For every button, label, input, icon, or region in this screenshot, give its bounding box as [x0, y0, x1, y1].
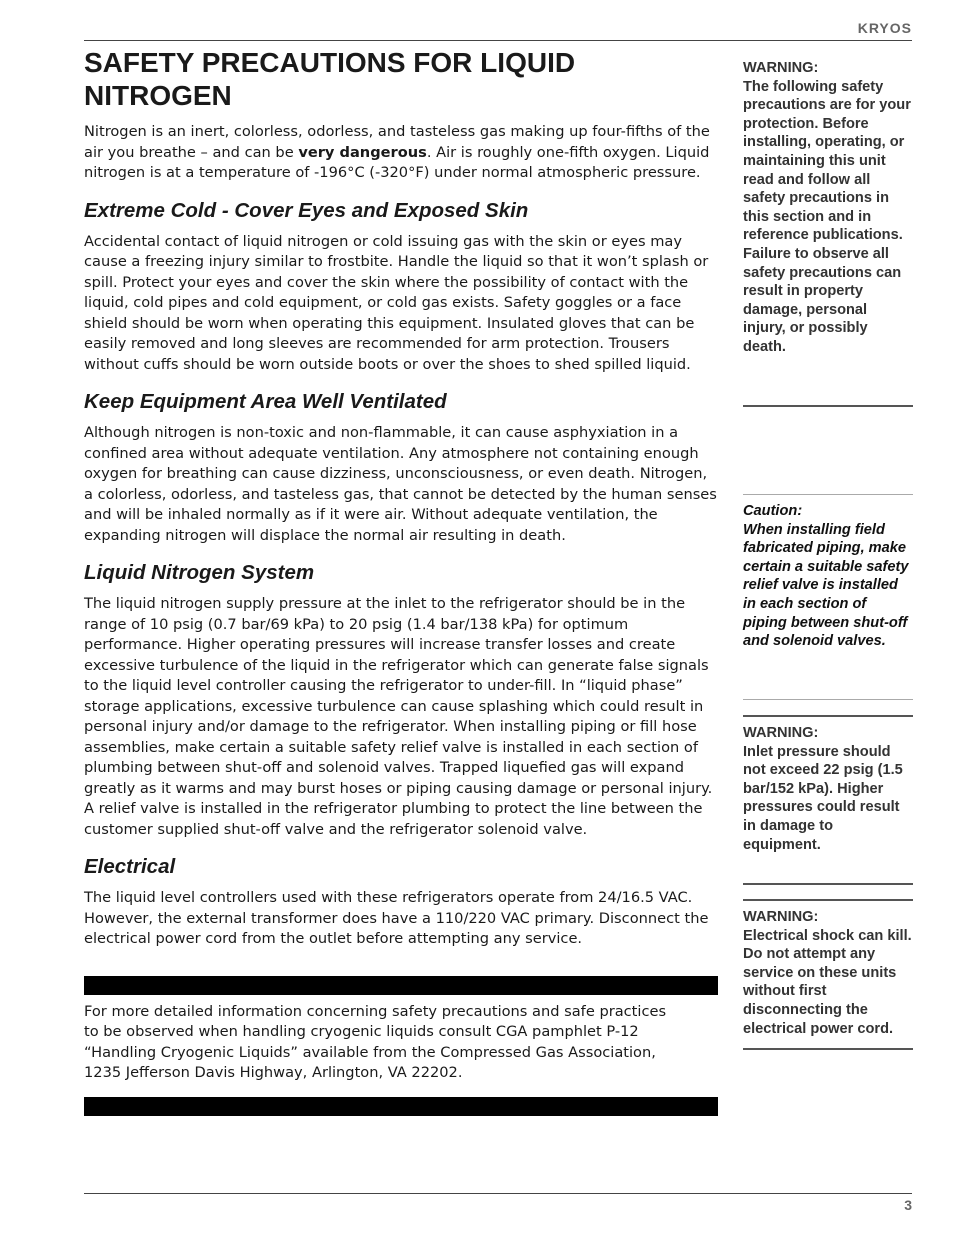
warning-electrical-shock — [743, 908, 913, 1038]
header-rule — [84, 40, 912, 41]
intro-paragraph — [84, 122, 718, 184]
section-body-electrical: The liquid level controllers used with these refrigerators operate from 24/16.5 VAC. However, the external transformer does have a 110/220 VAC primary. Disconnect the electrical power cord from the outlet before attempting any service. — [84, 889, 709, 947]
warning-safety-precautions — [743, 59, 913, 357]
section-heading-liquid-nitrogen-system: Liquid Nitrogen System — [84, 561, 315, 584]
section-body-ventilation: Although nitrogen is non-toxic and non-flammable, it can cause asphyxiation in a confined area without adequate ventilation. Any atmosphere not containing enough oxygen for breathing can cause dizziness, unconsciousness, or even death. Nitrogen, a colorless, odorless, and tasteless gas, that cannot be detected by the human senses and will be inhaled normally as if it were air. Without adequate ventilation, the expanding nitrogen will displace the normal air resulting in death. — [84, 424, 717, 544]
caution-text: When installing field fabricated piping, make certain a suitable safety relief valve is installed in each section of piping between shut-off and solenoid valves. — [743, 521, 909, 650]
warning-label: WARNING: — [743, 725, 819, 741]
sidebar-divider — [743, 405, 913, 407]
footer-rule — [84, 1193, 912, 1194]
brand-name: KRYOS — [857, 20, 912, 36]
main-column — [84, 46, 718, 1116]
section-heading-extreme-cold: Extreme Cold - Cover Eyes and Exposed Skin — [84, 198, 529, 222]
intro-text-start: Nitrogen is an inert, colorless, odorless, and tasteless gas making up four-fifths of the air you breathe – and can be — [84, 123, 710, 161]
sidebar-divider — [743, 699, 913, 700]
intro-emphasis: very dangerous — [298, 143, 427, 161]
warning-text: Inlet pressure should not exceed 22 psig (1.5 bar/152 kPa). Higher pressures could result in damage to equipment. — [743, 743, 903, 853]
warning-text: The following safety precautions are for your protection. Before installing, operating, or maintaining this unit read and follow all safety precautions in this section and in reference publications. Failure to observe all safety precautions can result in property damage, personal injury, or possibly death. — [743, 78, 911, 355]
sidebar-divider — [743, 1048, 913, 1050]
reference-note: For more detailed information concerning safety precautions and safe practices to be observed when handling cryogenic liquids consult CGA pamphlet P-12 “Handling Cryogenic Liquids” available from the Compressed Gas Association, 1235 Jefferson Davis Highway, Arlington, VA 22202. — [84, 1002, 667, 1081]
page-number: 3 — [904, 1197, 912, 1213]
page-title: SAFETY PRECAUTIONS FOR LIQUID NITROGEN — [84, 47, 576, 111]
sidebar-divider — [743, 715, 913, 717]
warning-inlet-pressure — [743, 724, 913, 854]
warning-text: Electrical shock can kill. Do not attempt any service on these units without first disconnecting the electrical power cord. — [743, 927, 912, 1037]
sidebar-divider — [743, 899, 913, 901]
section-body-extreme-cold: Accidental contact of liquid nitrogen or cold issuing gas with the skin or eyes may cause a freezing injury similar to frostbite. Handle the liquid so that it won’t splash or spill. Protect your eyes and cover the skin where the possibility of contact with the liquid, cold pipes and cold equipment, or cold gas exists. Safety goggles or a face shield should be worn when operating this equipment. Insulated gloves that can be easily removed and long sleeves are recommended for arm protection. Trousers without cuffs should be worn outside boots or over the shoes to shed spilled liquid. — [84, 232, 709, 373]
section-body-liquid-nitrogen-system: The liquid nitrogen supply pressure at the inlet to the refrigerator should be in the range of 10 psig (0.7 bar/69 kPa) to 20 psig (1.4 bar/138 kPa) for optimum performance. Higher operating pressures will increase transfer losses and create excessive turbulence of the liquid in the refrigerator which can generate false signals to the liquid level controller causing the refrigerator to under-fill. In “liquid phase” storage applications, excessive turbulence can cause splashing which could result in personal injury and/or damage to the refrigerator. When installing piping or fill hose assemblies, make certain a suitable safety relief valve is installed in each section of plumbing between shut-off and solenoid valves. Trapped liquefied gas will expand greatly as it warms and may burst hoses or piping causing damage or personal injury. A relief valve is installed in the refrigerator plumbing to protect the line between the customer supplied shut-off valve and the refrigerator solenoid valve. — [84, 595, 713, 838]
reference-top-bar — [84, 976, 718, 995]
section-heading-ventilation: Keep Equipment Area Well Ventilated — [84, 390, 447, 413]
sidebar-divider — [743, 883, 913, 885]
intro-text-end: . Air is roughly one-fifth oxygen. Liquid nitrogen is at a temperature of -196°C (-320°F) under normal atmospheric pressure. — [84, 143, 710, 181]
section-heading-electrical: Electrical — [84, 855, 176, 878]
warning-label: WARNING: — [743, 60, 819, 76]
caution-relief-valve — [743, 502, 913, 651]
warning-label: WARNING: — [743, 909, 819, 925]
caution-label: Caution: — [743, 503, 803, 519]
sidebar-divider — [743, 494, 913, 495]
reference-bottom-bar — [84, 1097, 718, 1116]
